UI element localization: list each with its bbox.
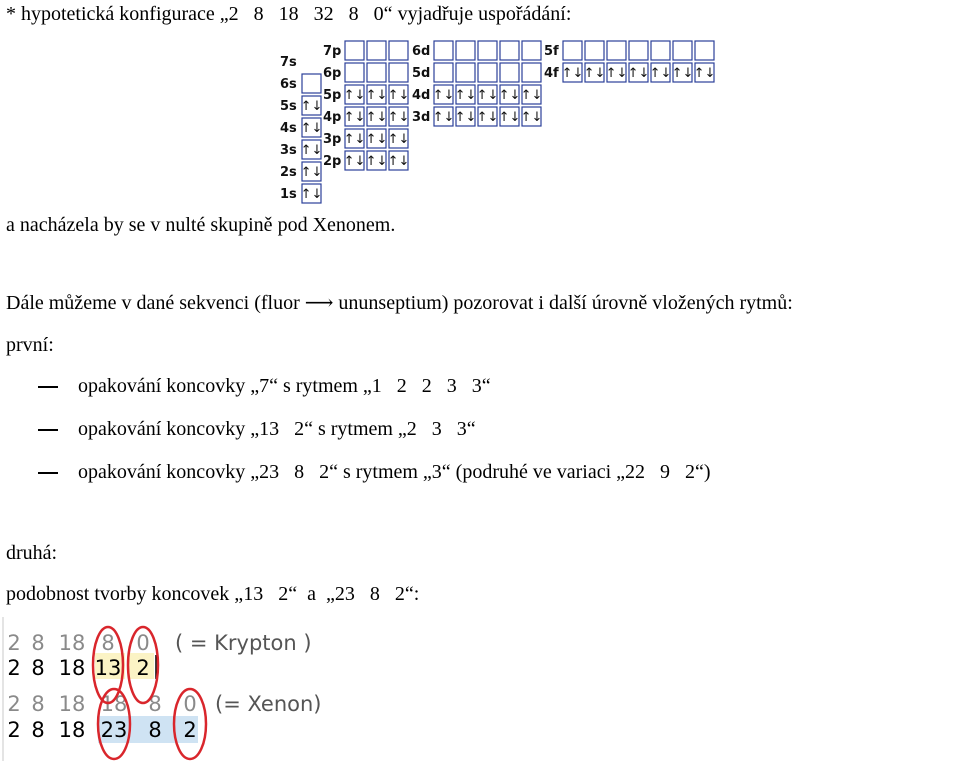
orbital-box-2s-arrows: ↑↓ bbox=[300, 165, 323, 180]
orbital-box-4f-5-arrows: ↑↓ bbox=[649, 66, 672, 81]
xenon-value-1: 2 bbox=[7, 692, 21, 716]
krypton-value-2: 8 bbox=[31, 631, 45, 655]
orbital-box-6s bbox=[302, 74, 321, 93]
xenon-value-4: 18 bbox=[100, 692, 128, 716]
orbital-label-3d: 3d bbox=[412, 110, 431, 125]
orbital-label-4f: 4f bbox=[544, 66, 559, 81]
orbital-label-7p: 7p bbox=[323, 44, 342, 59]
orbital-diagram bbox=[0, 0, 960, 205]
xenon-value-2: 8 bbox=[31, 692, 45, 716]
row4-value-2: 8 bbox=[31, 718, 45, 742]
bullet-1: opakování koncovky „7“ s rytmem „1 2 2 3 3“ bbox=[78, 375, 491, 397]
orbital-label-3p: 3p bbox=[323, 132, 342, 147]
bullet-dash-1 bbox=[38, 386, 58, 388]
row4-value-1: 2 bbox=[7, 718, 21, 742]
bullet-dash-3 bbox=[38, 472, 58, 474]
krypton-value-3: 18 bbox=[58, 631, 86, 655]
orbital-box-3d-3-arrows: ↑↓ bbox=[476, 110, 499, 125]
orbital-box-6d-5 bbox=[522, 41, 541, 60]
orbital-box-3d-1-arrows: ↑↓ bbox=[432, 110, 455, 125]
orbital-box-5s-arrows: ↑↓ bbox=[300, 99, 323, 114]
sequence-comparison bbox=[0, 615, 400, 763]
orbital-box-5d-5 bbox=[522, 63, 541, 82]
orbital-box-3s-arrows: ↑↓ bbox=[300, 143, 323, 158]
orbital-box-5p-1-arrows: ↑↓ bbox=[343, 88, 366, 103]
orbital-box-4d-5-arrows: ↑↓ bbox=[520, 88, 543, 103]
xenon-note: (= Xenon) bbox=[215, 692, 322, 716]
second-text: podobnost tvorby koncovek „13 2“ a „23 8 2“: bbox=[6, 583, 420, 605]
orbital-label-3s: 3s bbox=[280, 143, 297, 158]
orbital-label-4p: 4p bbox=[323, 110, 342, 125]
bullet-2: opakování koncovky „13 2“ s rytmem „2 3 3“ bbox=[78, 418, 476, 440]
orbital-box-2p-3-arrows: ↑↓ bbox=[387, 154, 410, 169]
row4-value-6: 2 bbox=[183, 718, 197, 742]
orbital-box-7p-3 bbox=[389, 41, 408, 60]
orbital-box-6p-3 bbox=[389, 63, 408, 82]
orbital-box-4f-2-arrows: ↑↓ bbox=[583, 66, 606, 81]
orbital-box-5f-3 bbox=[607, 41, 626, 60]
row2-value-4: 13 bbox=[94, 656, 122, 680]
row4-value-3: 18 bbox=[58, 718, 86, 742]
orbital-box-5d-3 bbox=[478, 63, 497, 82]
orbital-label-6p: 6p bbox=[323, 66, 342, 81]
orbital-box-4s-arrows: ↑↓ bbox=[300, 121, 323, 136]
orbital-label-6s: 6s bbox=[280, 77, 297, 92]
xenon-value-3: 18 bbox=[58, 692, 86, 716]
orbital-box-5d-2 bbox=[456, 63, 475, 82]
intro-line: * hypotetická konfigurace „2 8 18 32 8 0“ vyjadřuje uspořádání: bbox=[6, 3, 572, 25]
orbital-label-4d: 4d bbox=[412, 88, 431, 103]
orbital-box-4f-7-arrows: ↑↓ bbox=[693, 66, 716, 81]
orbital-box-6d-3 bbox=[478, 41, 497, 60]
orbital-label-5f: 5f bbox=[544, 44, 559, 59]
orbital-label-5p: 5p bbox=[323, 88, 342, 103]
orbital-label-2p: 2p bbox=[323, 154, 342, 169]
orbital-label-4s: 4s bbox=[280, 121, 297, 136]
orbital-box-6d-4 bbox=[500, 41, 519, 60]
orbital-box-3d-4-arrows: ↑↓ bbox=[498, 110, 521, 125]
orbital-box-1s-arrows: ↑↓ bbox=[300, 187, 323, 202]
orbital-box-5f-2 bbox=[585, 41, 604, 60]
orbital-box-3d-2-arrows: ↑↓ bbox=[454, 110, 477, 125]
orbital-box-3p-1-arrows: ↑↓ bbox=[343, 132, 366, 147]
orbital-label-7s: 7s bbox=[280, 55, 297, 70]
krypton-value-5: 0 bbox=[136, 631, 150, 655]
orbital-box-4p-2-arrows: ↑↓ bbox=[365, 110, 388, 125]
row4-value-4: 23 bbox=[100, 718, 128, 742]
orbital-box-5d-4 bbox=[500, 63, 519, 82]
orbital-box-2p-2-arrows: ↑↓ bbox=[365, 154, 388, 169]
krypton-value-1: 2 bbox=[7, 631, 21, 655]
orbital-box-4d-3-arrows: ↑↓ bbox=[476, 88, 499, 103]
row2-value-5: 2 bbox=[136, 656, 150, 680]
orbital-label-1s: 1s bbox=[280, 187, 297, 202]
orbital-box-4f-4-arrows: ↑↓ bbox=[627, 66, 650, 81]
first-label: první: bbox=[6, 334, 54, 356]
orbital-box-4d-2-arrows: ↑↓ bbox=[454, 88, 477, 103]
orbital-box-2p-1-arrows: ↑↓ bbox=[343, 154, 366, 169]
orbital-box-5f-7 bbox=[695, 41, 714, 60]
xenon-value-5: 8 bbox=[148, 692, 162, 716]
orbital-box-3p-2-arrows: ↑↓ bbox=[365, 132, 388, 147]
orbital-box-5f-6 bbox=[673, 41, 692, 60]
orbital-box-4p-1-arrows: ↑↓ bbox=[343, 110, 366, 125]
orbital-box-4f-6-arrows: ↑↓ bbox=[671, 66, 694, 81]
bullet-3: opakování koncovky „23 8 2“ s rytmem „3“ (podruhé ve variaci „22 9 2“) bbox=[78, 461, 711, 483]
orbital-box-3d-5-arrows: ↑↓ bbox=[520, 110, 543, 125]
orbital-box-4f-3-arrows: ↑↓ bbox=[605, 66, 628, 81]
orbital-box-7p-2 bbox=[367, 41, 386, 60]
orbital-box-4d-4-arrows: ↑↓ bbox=[498, 88, 521, 103]
orbital-box-5p-2-arrows: ↑↓ bbox=[365, 88, 388, 103]
orbital-box-4d-1-arrows: ↑↓ bbox=[432, 88, 455, 103]
orbital-box-7p-1 bbox=[345, 41, 364, 60]
orbital-box-5f-5 bbox=[651, 41, 670, 60]
orbital-label-5s: 5s bbox=[280, 99, 297, 114]
row2-value-2: 8 bbox=[31, 656, 45, 680]
row2-value-1: 2 bbox=[7, 656, 21, 680]
orbital-box-5f-1 bbox=[563, 41, 582, 60]
paragraph-text: Dále můžeme v dané sekvenci (fluor ⟶ ununseptium) pozorovat i další úrovně vložených rytmů: bbox=[6, 292, 793, 314]
orbital-box-6p-1 bbox=[345, 63, 364, 82]
orbital-box-5d-1 bbox=[434, 63, 453, 82]
orbital-box-6d-1 bbox=[434, 41, 453, 60]
orbital-box-3p-3-arrows: ↑↓ bbox=[387, 132, 410, 147]
orbital-box-4f-1-arrows: ↑↓ bbox=[561, 66, 584, 81]
row2-value-3: 18 bbox=[58, 656, 86, 680]
orbital-box-6d-2 bbox=[456, 41, 475, 60]
orbital-box-5p-3-arrows: ↑↓ bbox=[387, 88, 410, 103]
orbital-label-6d: 6d bbox=[412, 44, 431, 59]
bullet-dash-2 bbox=[38, 429, 58, 431]
orbital-label-2s: 2s bbox=[280, 165, 297, 180]
after-diagram-text: a nacházela by se v nulté skupině pod Xenonem. bbox=[6, 214, 396, 236]
xenon-value-6: 0 bbox=[183, 692, 197, 716]
krypton-value-4: 8 bbox=[101, 631, 115, 655]
second-label: druhá: bbox=[6, 542, 58, 564]
orbital-label-5d: 5d bbox=[412, 66, 431, 81]
krypton-note: ( = Krypton ) bbox=[175, 631, 312, 655]
orbital-box-4p-3-arrows: ↑↓ bbox=[387, 110, 410, 125]
orbital-box-5f-4 bbox=[629, 41, 648, 60]
orbital-box-6p-2 bbox=[367, 63, 386, 82]
row4-value-5: 8 bbox=[148, 718, 162, 742]
